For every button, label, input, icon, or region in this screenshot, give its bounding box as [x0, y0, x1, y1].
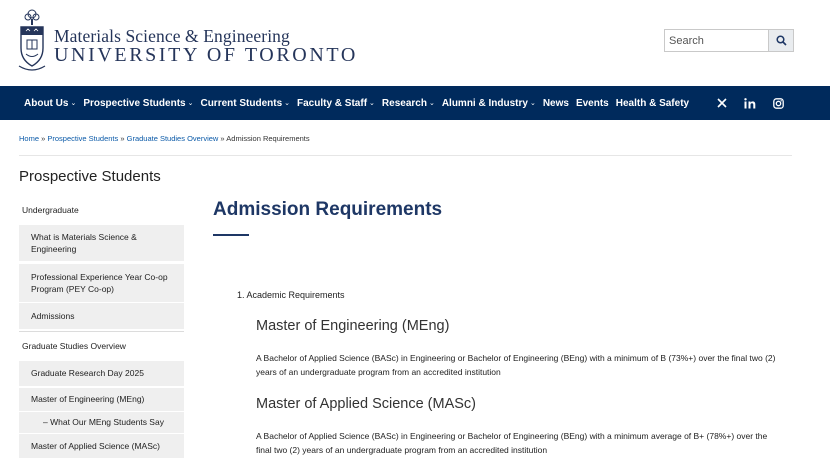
nav-item-news[interactable]: [543, 98, 569, 109]
breadcrumb-link-home[interactable]: Home: [19, 134, 40, 143]
nav-items: [24, 86, 696, 120]
section-heading-meng: Master of Engineering (MEng): [256, 318, 450, 334]
title-underline: [213, 234, 249, 236]
nav-item-events[interactable]: [576, 98, 609, 109]
section-body-meng: A Bachelor of Applied Science (BASc) in Engineering or Bachelor of Engineering (BEng) with a minimum of B (73%+) over the final two (2) years of an undergraduate program from an accredited institution: [256, 353, 776, 377]
breadcrumb-link-prospective-students[interactable]: Prospective Students: [47, 134, 119, 143]
chevron-down-icon: ⌄: [70, 100, 77, 107]
sidebar-item-masc[interactable]: Master of Applied Science (MASc): [19, 434, 184, 458]
search-form: [664, 29, 794, 52]
nav-label: Current Students: [200, 97, 283, 109]
breadcrumb-separator: »: [120, 134, 125, 143]
instagram-social-link[interactable]: [770, 86, 786, 120]
sidebar-item-pey-coop[interactable]: Professional Experience Year Co-op Program (PEY Co-op): [19, 264, 184, 302]
nav-item-faculty-staff[interactable]: [297, 98, 375, 109]
nav-label: Research: [381, 97, 427, 109]
sidebar-item-graduate-research-day[interactable]: Graduate Research Day 2025: [19, 361, 184, 386]
nav-item-alumni-industry[interactable]: [442, 98, 536, 109]
department-name[interactable]: Materials Science & Engineering: [54, 26, 290, 46]
breadcrumb-separator: »: [220, 134, 225, 143]
sidebar-item-what-is-mse[interactable]: What is Materials Science & Engineering: [19, 225, 184, 261]
linkedin-social-link[interactable]: [742, 86, 758, 120]
instagram-icon: [773, 98, 784, 109]
sidebar-title: Prospective Students: [19, 168, 161, 185]
breadcrumb: [19, 134, 310, 143]
nav-item-prospective-students[interactable]: [83, 98, 193, 109]
sidebar-item-meng-students-say[interactable]: – What Our MEng Students Say: [19, 412, 184, 433]
search-input[interactable]: [665, 30, 769, 51]
breadcrumb-divider: [19, 155, 792, 156]
linkedin-icon: [744, 98, 756, 109]
nav-item-research[interactable]: [382, 98, 435, 109]
sidebar-item-undergraduate[interactable]: Undergraduate: [22, 204, 79, 215]
sidebar-item-graduate-studies-overview[interactable]: Graduate Studies Overview: [22, 340, 126, 351]
nav-label: Health & Safety: [615, 97, 690, 109]
site-header: [0, 0, 830, 86]
x-social-link[interactable]: [714, 86, 730, 120]
chevron-down-icon: ⌄: [284, 100, 291, 107]
list-item-academic-requirements: 1. Academic Requirements: [237, 290, 345, 300]
breadcrumb-link-graduate-studies[interactable]: Graduate Studies Overview: [126, 134, 219, 143]
search-button[interactable]: [768, 30, 793, 51]
nav-label: Events: [575, 97, 609, 109]
nav-label: Faculty & Staff: [297, 97, 368, 109]
sidebar-item-meng[interactable]: Master of Engineering (MEng): [19, 388, 184, 411]
page-title: Admission Requirements: [213, 199, 443, 220]
nav-item-current-students[interactable]: [200, 98, 290, 109]
sidebar-divider: [19, 331, 184, 332]
nav-label: News: [542, 97, 569, 109]
nav-label: About Us: [24, 97, 69, 109]
main-nav: [0, 86, 830, 120]
nav-label: Prospective Students: [83, 97, 186, 109]
nav-item-about-us[interactable]: [24, 98, 76, 109]
search-icon: [776, 35, 787, 46]
chevron-down-icon: ⌄: [529, 100, 536, 107]
section-body-masc: A Bachelor of Applied Science (BASc) in Engineering or Bachelor of Engineering (BEng) with a minimum average of B+ (78%+) over the final two (2) years of an undergraduate program from an accredited institution: [256, 431, 768, 455]
university-crest-icon[interactable]: [18, 8, 46, 74]
university-name[interactable]: UNIVERSITY OF TORONTO: [54, 44, 358, 66]
x-icon: [717, 98, 727, 108]
breadcrumb-current: Admission Requirements: [226, 134, 310, 143]
section-heading-masc: Master of Applied Science (MASc): [256, 396, 477, 412]
chevron-down-icon: ⌄: [187, 100, 194, 107]
chevron-down-icon: ⌄: [369, 100, 375, 107]
nav-item-health-safety[interactable]: [616, 98, 689, 109]
nav-label: Alumni & Industry: [441, 97, 528, 109]
sidebar-item-admissions[interactable]: Admissions: [19, 303, 184, 329]
chevron-down-icon: ⌄: [428, 100, 435, 107]
breadcrumb-separator: »: [41, 134, 46, 143]
